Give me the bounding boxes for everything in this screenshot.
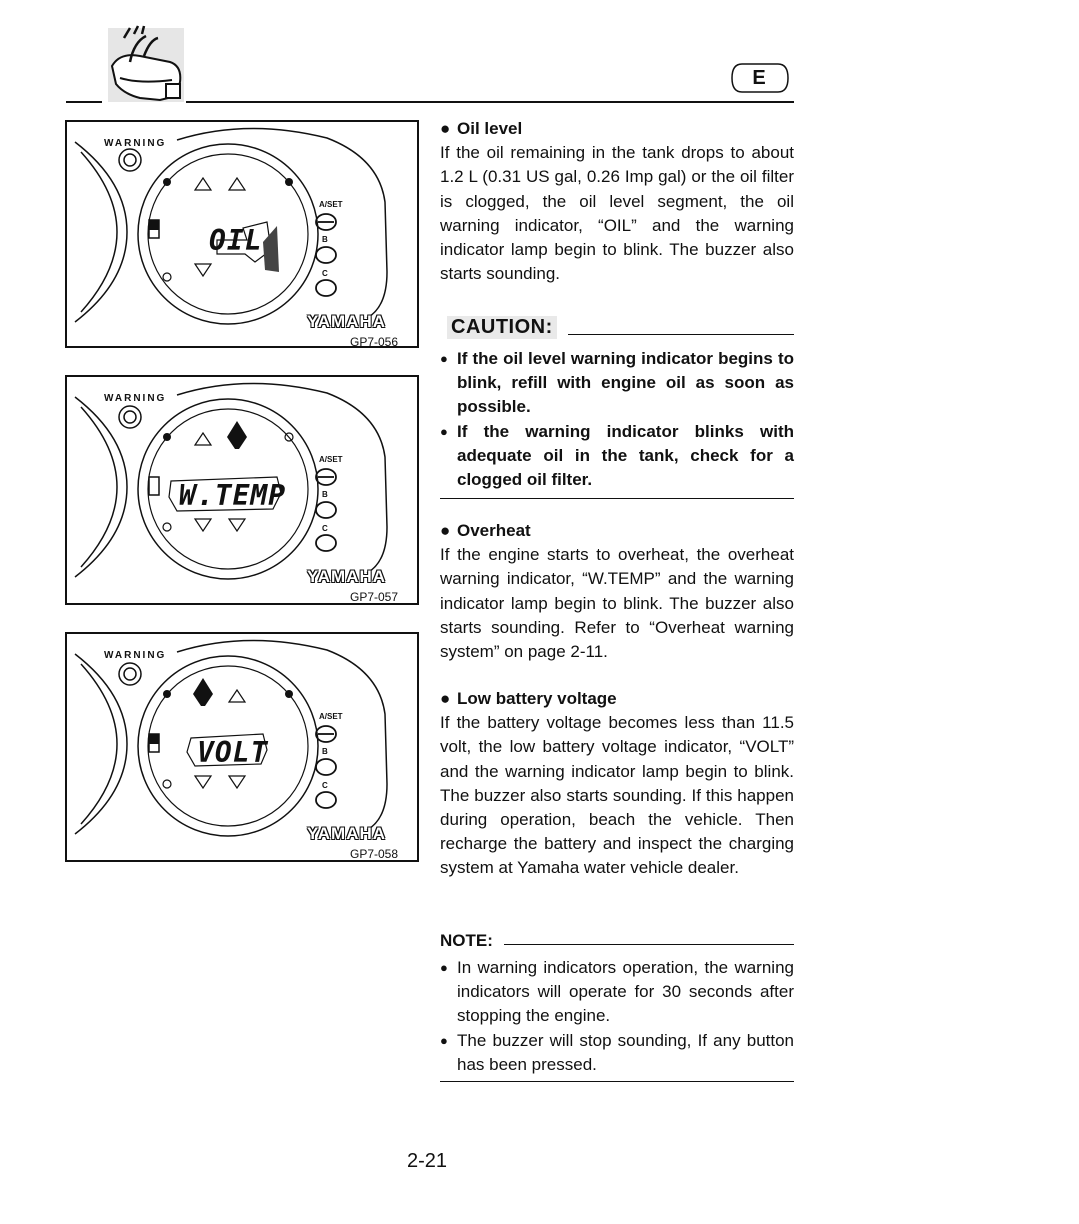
rider-icon — [100, 22, 190, 104]
overheat-heading-text: Overheat — [457, 521, 531, 540]
b-label: B — [322, 747, 328, 756]
note-end-rule — [440, 1081, 794, 1082]
caution-end-rule — [440, 498, 794, 499]
aset-label: A/SET — [319, 455, 343, 464]
lcd-display-text: VOLT — [197, 736, 269, 769]
figure-overheat-warning — [65, 375, 419, 605]
figure-code: GP7-057 — [350, 590, 399, 604]
warning-label: WARNING — [104, 393, 167, 404]
figure-oil-warning — [65, 120, 419, 348]
brand-logo: YAMAHA — [307, 824, 387, 843]
caution-title: CAUTION: — [447, 316, 557, 339]
caution-item: ● If the oil level warning indicator begins to blink, refill with engine oil as soon as possible. — [440, 347, 794, 420]
c-label: C — [322, 524, 328, 533]
bullet-icon: ● — [440, 521, 451, 540]
c-label: C — [322, 781, 328, 790]
caution-rule — [568, 334, 794, 335]
header-rule-right — [186, 101, 794, 103]
low-battery-heading-text: Low battery voltage — [457, 689, 617, 708]
brand-logo: YAMAHA — [307, 567, 387, 586]
lcd-display-text: OIL — [209, 224, 263, 257]
lcd-display-text: W.TEMP — [179, 479, 287, 512]
c-label: C — [322, 269, 328, 278]
note-list — [440, 956, 794, 1077]
overheat-heading — [440, 519, 794, 543]
overheat-body: If the engine starts to overheat, the overheat warning indicator, “W.TEMP” and the warning indicator lamp begin to blink. The buzzer also starts sounding. Refer to “Overheat warning system” on page 2-11. — [440, 545, 794, 662]
oil-level-heading — [440, 117, 794, 141]
brand-logo: YAMAHA — [307, 312, 387, 331]
low-battery-section — [440, 687, 794, 881]
overheat-section — [440, 519, 794, 664]
section-letter: E — [752, 67, 766, 89]
warning-label: WARNING — [104, 138, 167, 149]
low-battery-heading — [440, 687, 794, 711]
figure-code: GP7-056 — [350, 335, 399, 348]
note-item: ● In warning indicators operation, the warning indicators will operate for 30 seconds after stopping the engine. — [440, 956, 794, 1029]
caution-list — [440, 347, 794, 492]
page-number: 2-21 — [407, 1150, 448, 1172]
header-rule-left — [66, 101, 102, 103]
oil-level-body: If the oil remaining in the tank drops to about 1.2 L (0.31 US gal, 0.26 Imp gal) or the oil filter is clogged, the oil level segment, the oil warning indicator, “OIL” and the warning indicator lamp begin to blink. The buzzer also starts sounding. — [440, 143, 794, 284]
figure-code: GP7-058 — [350, 847, 399, 861]
warning-label: WARNING — [104, 650, 167, 661]
aset-label: A/SET — [319, 200, 343, 209]
bullet-icon: ● — [440, 119, 451, 138]
low-battery-body: If the battery voltage becomes less than 11.5 volt, the low battery voltage indicator, “VOLT” and the warning indicator lamp begin to blink. The buzzer also starts sounding. If this happen during operation, beach the vehicle. Then recharge the battery and inspect the charging system at Yamaha water vehicle dealer. — [440, 713, 794, 878]
b-label: B — [322, 235, 328, 244]
caution-item: ● If the warning indicator blinks with adequate oil in the tank, check for a clogged oil filter. — [440, 420, 794, 493]
bullet-icon: ● — [440, 689, 451, 708]
oil-level-heading-text: Oil level — [457, 119, 523, 138]
figure-low-battery-warning — [65, 632, 419, 862]
note-title: NOTE: — [440, 931, 493, 950]
oil-level-section — [440, 117, 794, 286]
b-label: B — [322, 490, 328, 499]
aset-label: A/SET — [319, 712, 343, 721]
note-rule — [504, 944, 794, 945]
note-item: ● The buzzer will stop sounding, If any button has been pressed. — [440, 1029, 794, 1077]
